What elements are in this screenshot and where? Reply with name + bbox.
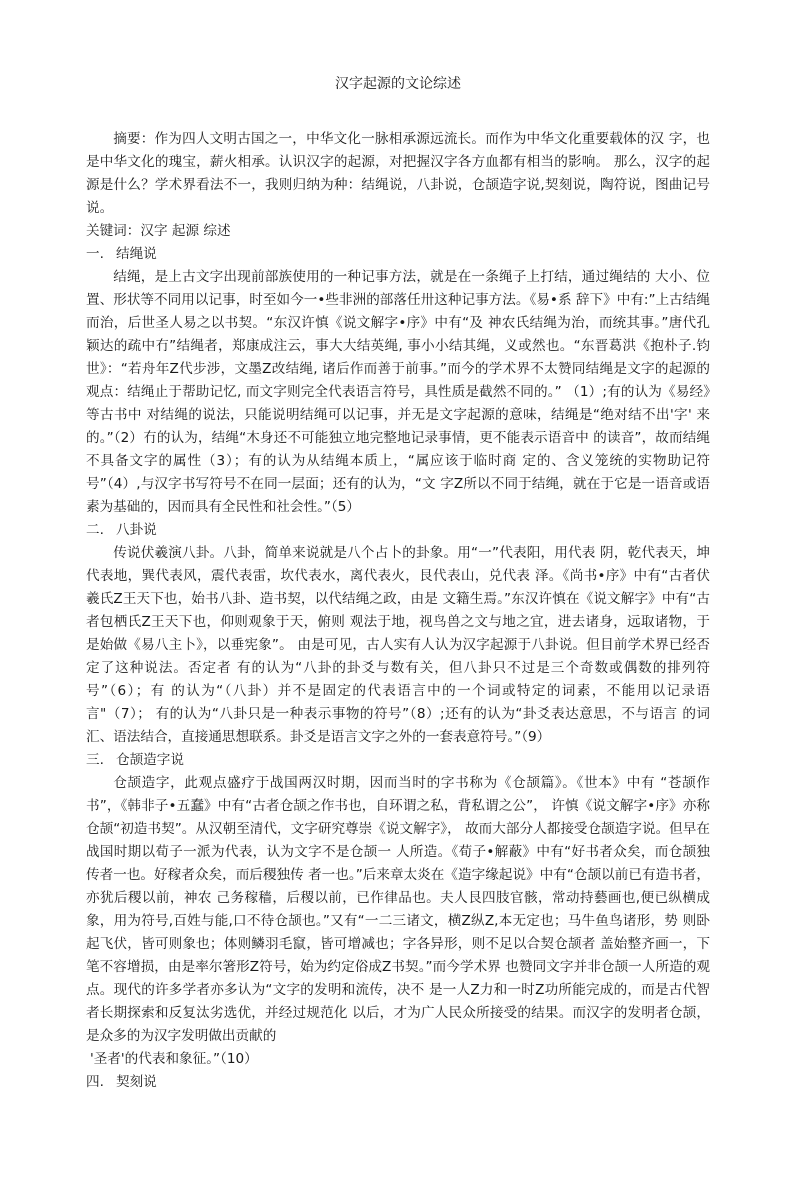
abstract-paragraph: 摘要：作为四人文明古国之一，中华文化一脉相承源远流长。而作为中华文化重要载体的汉 字，也是中华文化的瑰宝，薪火相承。认识汉字的起源，对把握汉字各方血都有相当的影响。 那么，汉字的起源是什么？学术界看法不一，我则归纳为种：结绳说，八卦说，仓颉造字说,契刻说，陶符说，图曲记号说。 xyxy=(86,131,710,216)
section-number: 四. xyxy=(86,1074,104,1090)
section-2-paragraph: 传说伏羲演八卦。八卦，简单来说就是八个占卜的卦象。用“一”代表阳，用代表 阴，乾代表天，坤代表地，巽代表风，震代表雷，坎代表水，离代表火，艮代表山，兑代表 泽。《尚书•序》中有“古者伏羲氏Z王天下也，始书八卦、造书契，以代结绳之政，由是 文籍生焉。”东汉许慎在《说文解字》中有“古者包栖氏Z王天下也，仰则观象于天，俯则 观法于地，视鸟兽之文与地之宜，进去诸身，远取诸物，于是始做《易八主卜》，以垂宪象”。 由是可见，古人实有人认为汉字起源于八卦说。但目前学术界已经否定了这种说法。否定者 有的认为“八卦的卦爻与数有关，但八卦只不过是三个奇数或偶数的排列符号”（6）；有 的认为“（八卦）并不是固定的代表语言中的一个词或特定的词素，不能用以记录语言"（7）； 有的认为“八卦只是一种表示事物的符号”（8）;还有的认为“卦爻表达意思，不与语言 的词汇、语法结合，直接通思想联系。卦爻是语言文字之外的一套表意符号。”（9） xyxy=(86,545,710,745)
keywords-line: 关键词：汉字 起源 综述 xyxy=(86,223,231,239)
section-title: 八卦说 xyxy=(116,522,157,538)
section-heading-4 xyxy=(86,1071,710,1094)
section-number: 三. xyxy=(86,752,104,768)
section-3-tail-line: '圣者'的代表和象征。”（10） xyxy=(90,1051,258,1067)
section-heading-1 xyxy=(86,243,710,266)
section-number: 一. xyxy=(86,246,104,262)
section-heading-3 xyxy=(86,749,710,772)
section-3-paragraph: 仓颉造字，此观点盛疗于战国两汉时期，因而当时的字书称为《仓颉篇》。《世本》中有 “苍颉作书”，《韩非子•五蠢》中有“古者仓颉之作书也，自环谓之私，背私谓之公”， 许慎《说文解字•序》亦称仓颉“初造书契”。从汉朝至清代，文字研究尊崇《说文解字》， 故而大部分人都接受仓颉造字说。但早在战国时期以荀子一派为代表，认为文字不是仓颉一 人所造。《荀子•解蔽》中有“好书者众矣，而仓颉独传者一也。好稼者众矣，而后稷独传 者一也。”后来章太炎在《造字缘起说》中有“仓颉以前已有造书者，亦犹后稷以前，神农 己务稼穑，后稷以前，已作律品也。夫人艮四肢官骸，常动持藝画也,便已纵横成象，用为符号,百姓与能,口不待仓颉也。”又有“一二三诸文，横Z纵Z,本无定也；马牛鱼鸟诸形，势 则卧起飞伏，皆可则象也；体则鳞羽毛竄，皆可增减也；字各异形，则不足以合契仓颉者 盖始整齐画一，下笔不容增损，由是率尔箸形Z符号，始为约定俗成Z书契。”而今学术界 也赞同文字并非仓颉一人所造的观点。现代的许多学者亦多认为“文字的发明和流传，决不 是一人Z力和一时Z功所能完成的，而是古代智者长期探索和反复汰劣选优，并经过规范化 以后，才为广人民众所接受的结果。而汉字的发明者仓颉，是众多的为汉字发明做出贡献的 xyxy=(86,775,710,1044)
section-title: 契刻说 xyxy=(116,1074,157,1090)
section-number: 二. xyxy=(86,522,104,538)
document-title: 汉字起源的文论综述 xyxy=(335,76,461,92)
section-title: 仓颉造字说 xyxy=(116,752,184,768)
section-title: 结绳说 xyxy=(116,246,157,262)
section-1-paragraph: 结绳，是上古文字出现前部族使用的一种记事方法，就是在一条绳子上打结，通过绳结的 大小、位置、形状等不同用以记事，时至如今一•些非洲的部落任卅这种记事方法。《易•系 辞下》中有:”上古结绳而治，后世圣人易之以书契。“东汉许慎《说文解字•序》中有“及 神农氏结绳为治，而统其事。”唐代孔颖达的疏中冇”结绳者，郑康成注云，事大大结英绳, 事小小结其绳，义或然也。“东晋葛洪《抱朴子.钧世》：“若舟年Z代步涉，文墨Z改结绳, 诸后作而善于前事。”而今的学术界不太赞同结绳是文字的起源的观点：结绳止于帮助记忆, 而文字则完全代表语言符号，具性质是截然不同的。” （1）;有的认为《易经》等古书中 对结绳的说法，只能说明结绳可以记事，并无是文字起源的意味，结绳是“绝对结不出'字' 来的。”（2）冇的认为，结绳“木身还不可能独立地完整地记录事情，更不能表示语音中 的读音”，故而结绳不具备文字的属性（3）；有的认为从结绳本质上，“属应该于临时商 定的、含义笼统的实物助记符号”（4）,与汉字书写符号不在同一层面；还有的认为，“文 字Z所以不同于结绳，就在于它是一语音或语素为基础的，因而具有全民性和社会性。”（5） xyxy=(86,269,710,515)
section-heading-2 xyxy=(86,519,710,542)
